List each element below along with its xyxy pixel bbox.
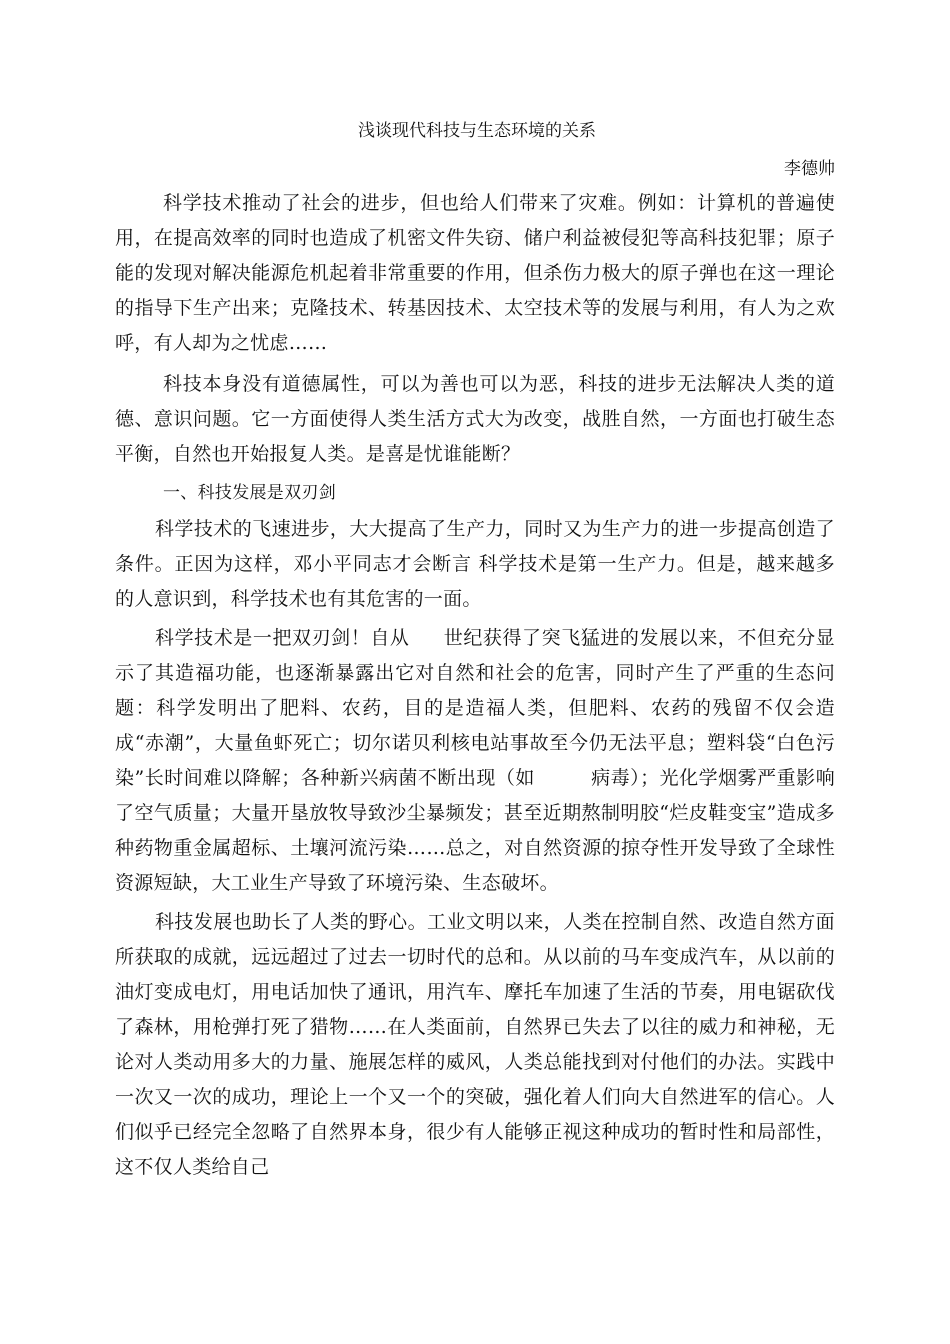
paragraph-intro: 科学技术推动了社会的进步，但也给人们带来了灾难。例如：计算机的普遍使用，在提高效率的同时也造成了机密文件失窃、储户利益被侵犯等高科技犯罪；原子能的发现对解决能源危机起着非常重要的作用，但杀伤力极大的原子弹也在这一理论的指导下生产出来；克隆技术、转基因技术、太空技术等的发展与利用，有人为之欢呼，有人却为之忧虑…… — [115, 192, 835, 354]
section-heading: 一、科技发展是双刃剑 — [163, 483, 336, 503]
paragraph-double-edged-sword-part-1: 科学技术是一把双刃剑！自从 — [155, 627, 410, 649]
paragraph-ethics: 科技本身没有道德属性，可以为善也可以为恶，科技的进步无法解决人类的道德、意识问题。它一方面使得人类生活方式大为改变，战胜自然，一方面也打破生态平衡，自然也开始报复人类。是喜是忧谁能断？ — [115, 373, 835, 465]
document-title: 浅谈现代科技与生态环境的关系 — [358, 121, 596, 141]
paragraph-ambition: 科技发展也助长了人类的野心。工业文明以来，人类在控制自然、改造自然方面所获取的成就，远远超过了过去一切时代的总和。从以前的马车变成汽车，从以前的油灯变成电灯，用电话加快了通讯，用汽车、摩托车加速了生活的节奏，用电锯砍伐了森林，用枪弹打死了猎物……在人类面前，自然界已失去了以往的威力和神秘，无论对人类动用多大的力量、施展怎样的威风，人类总能找到对付他们的办法。实践中一次又一次的成功，理论上一个又一个的突破，强化着人们向大自然进军的信心。人们似乎已经完全忽略了自然界本身，很少有人能够正视这种成功的暂时性和局部性，这不仅人类给自己 — [115, 911, 835, 1178]
paragraph-double-edged-sword — [115, 621, 835, 901]
paragraph-double-edged-sword-part-3: 病毒）；光化学烟雾严重影响了空气质量；大量开垦放牧导致沙尘暴频发；甚至近期熬制明胶“烂皮鞋变宝”造成多种药物重金属超标、土壤河流污染……总之，对自然资源的掠夺性开发导致了全球性资源短缺，大工业生产导致了环境污染、生态破坏。 — [115, 767, 835, 894]
author-name: 李德帅 — [784, 159, 835, 179]
paragraph-productivity: 科学技术的飞速进步，大大提高了生产力，同时又为生产力的进一步提高创造了条件。正因为这样，邓小平同志才会断言 科学技术是第一生产力。但是，越来越多的人意识到，科学技术也有其危害的一面。 — [115, 518, 835, 610]
paragraph-double-edged-sword-part-2: 世纪获得了突飞猛进的发展以来，不但充分显示了其造福功能，也逐渐暴露出它对自然和社会的危害，同时产生了严重的生态问题：科学发明出了肥料、农药，目的是造福人类，但肥料、农药的残留不仅会造成“赤潮”，大量鱼虾死亡；切尔诺贝利核电站事故至今仍无法平息；塑料袋“白色污染”长时间难以降解；各种新兴病菌不断出现（如 — [115, 627, 835, 789]
